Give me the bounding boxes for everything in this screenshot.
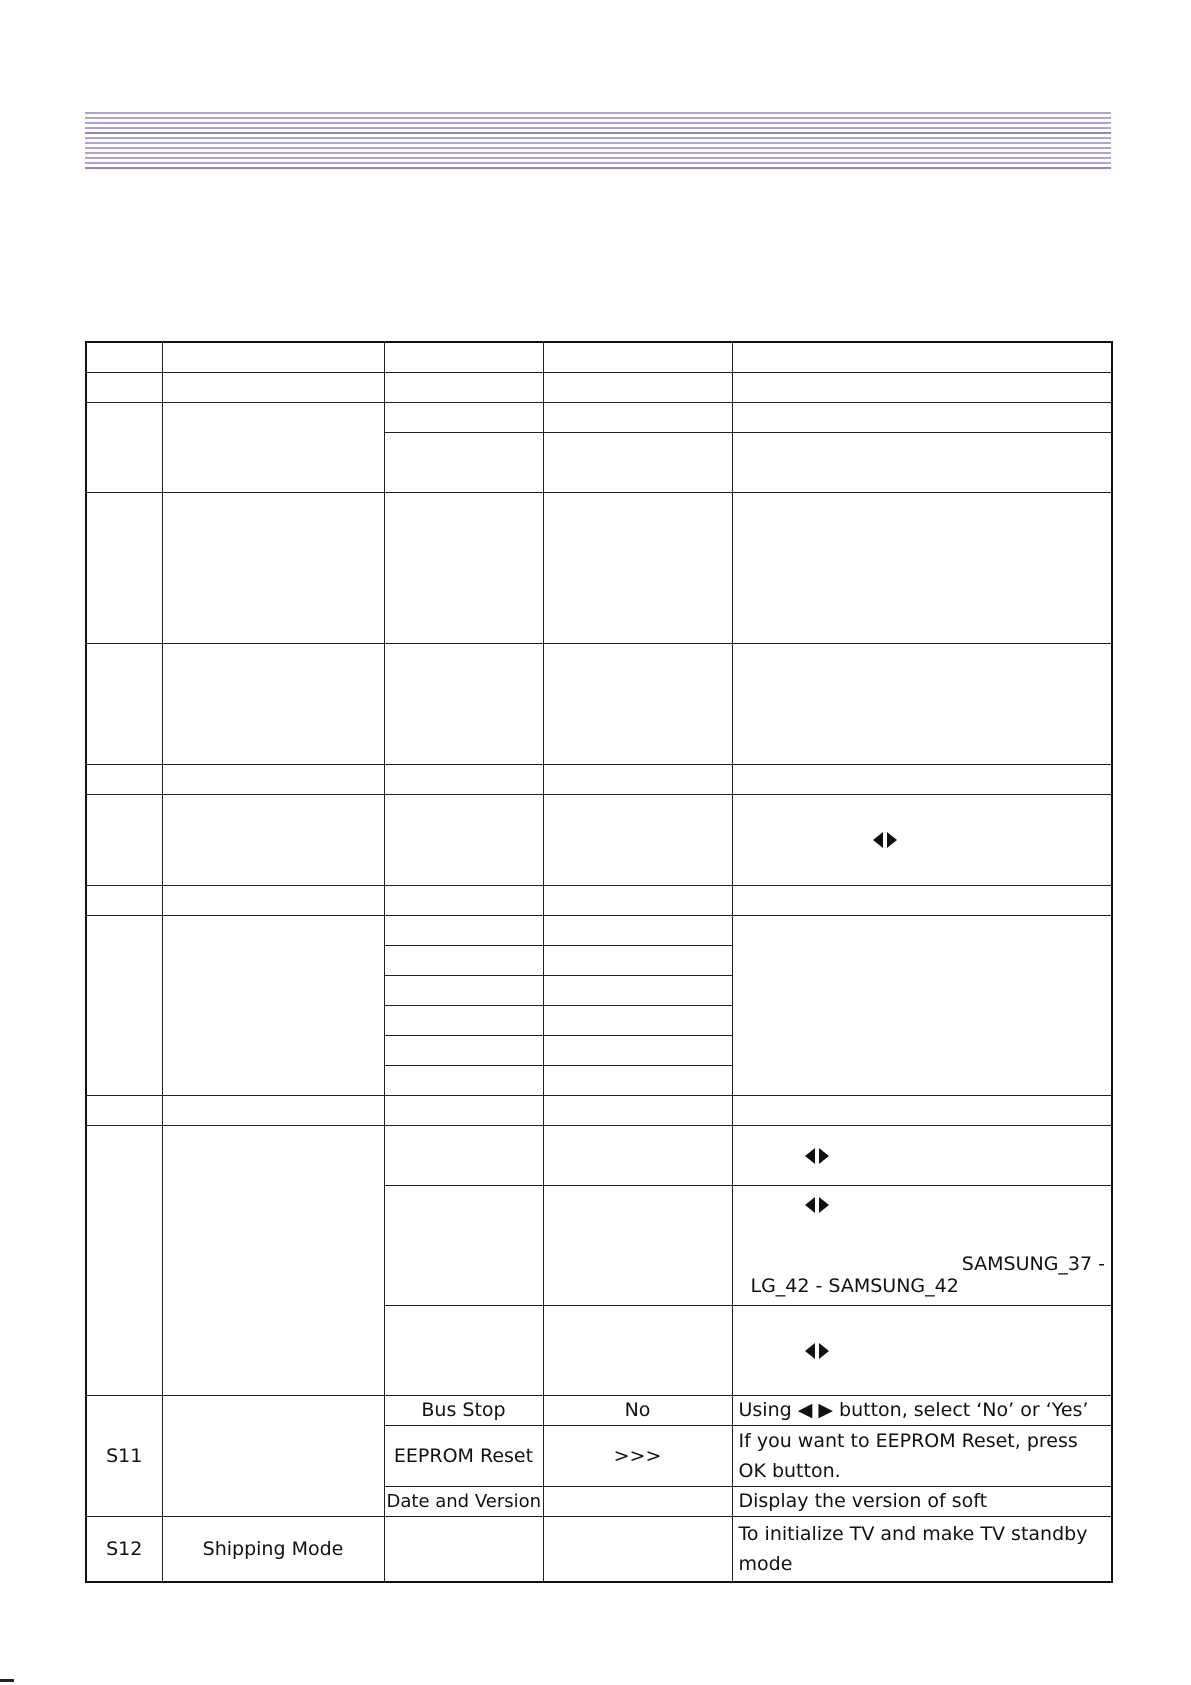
table-row	[86, 915, 1112, 945]
eeprom-reset-item: EEPROM Reset	[384, 1425, 543, 1486]
eeprom-reset-value: >>>	[543, 1425, 732, 1486]
arrow-buttons-icon	[805, 1144, 829, 1166]
header-decorative-lines	[85, 112, 1111, 174]
right-arrow-icon	[819, 1197, 829, 1213]
left-arrow-icon	[873, 832, 883, 848]
table-row	[86, 492, 1112, 643]
table-row	[86, 1395, 1112, 1425]
left-arrow-icon	[805, 1343, 815, 1359]
page-edge-mark	[0, 1679, 14, 1682]
right-arrow-icon	[819, 1148, 829, 1164]
right-arrow-icon	[887, 832, 897, 848]
table-row	[86, 372, 1112, 402]
bus-stop-value: No	[543, 1395, 732, 1425]
table-row	[86, 1095, 1112, 1125]
panel-list-line-1: SAMSUNG_37 -	[961, 1253, 1105, 1275]
bus-stop-item: Bus Stop	[384, 1395, 543, 1425]
right-arrow-icon	[819, 1343, 829, 1359]
table-row	[86, 342, 1112, 372]
arrow-buttons-icon	[873, 829, 897, 851]
s11-label: S11	[86, 1395, 162, 1516]
eeprom-reset-desc: If you want to EEPROM Reset, press OK button.	[732, 1425, 1112, 1486]
left-arrow-icon	[805, 1148, 815, 1164]
arrow-buttons-icon	[805, 1193, 829, 1215]
left-arrow-icon	[805, 1197, 815, 1213]
table-row	[86, 764, 1112, 794]
bus-stop-desc: Using ◀ ▶ button, select ‘No’ or ‘Yes’	[732, 1395, 1112, 1425]
table-row	[86, 1516, 1112, 1582]
shipping-mode-name: Shipping Mode	[162, 1516, 384, 1582]
service-menu-table	[85, 341, 1113, 1583]
shipping-mode-desc: To initialize TV and make TV standby mode	[732, 1516, 1112, 1582]
table-row	[86, 885, 1112, 915]
date-version-item: Date and Version	[384, 1486, 543, 1516]
panel-list-line-2: LG_42 - SAMSUNG_42	[750, 1275, 959, 1297]
table-row	[86, 402, 1112, 432]
s12-label: S12	[86, 1516, 162, 1582]
table-row	[86, 794, 1112, 885]
arrow-buttons-icon	[805, 1339, 829, 1361]
date-version-desc: Display the version of soft	[732, 1486, 1112, 1516]
table-row	[86, 643, 1112, 764]
table-row	[86, 1125, 1112, 1185]
